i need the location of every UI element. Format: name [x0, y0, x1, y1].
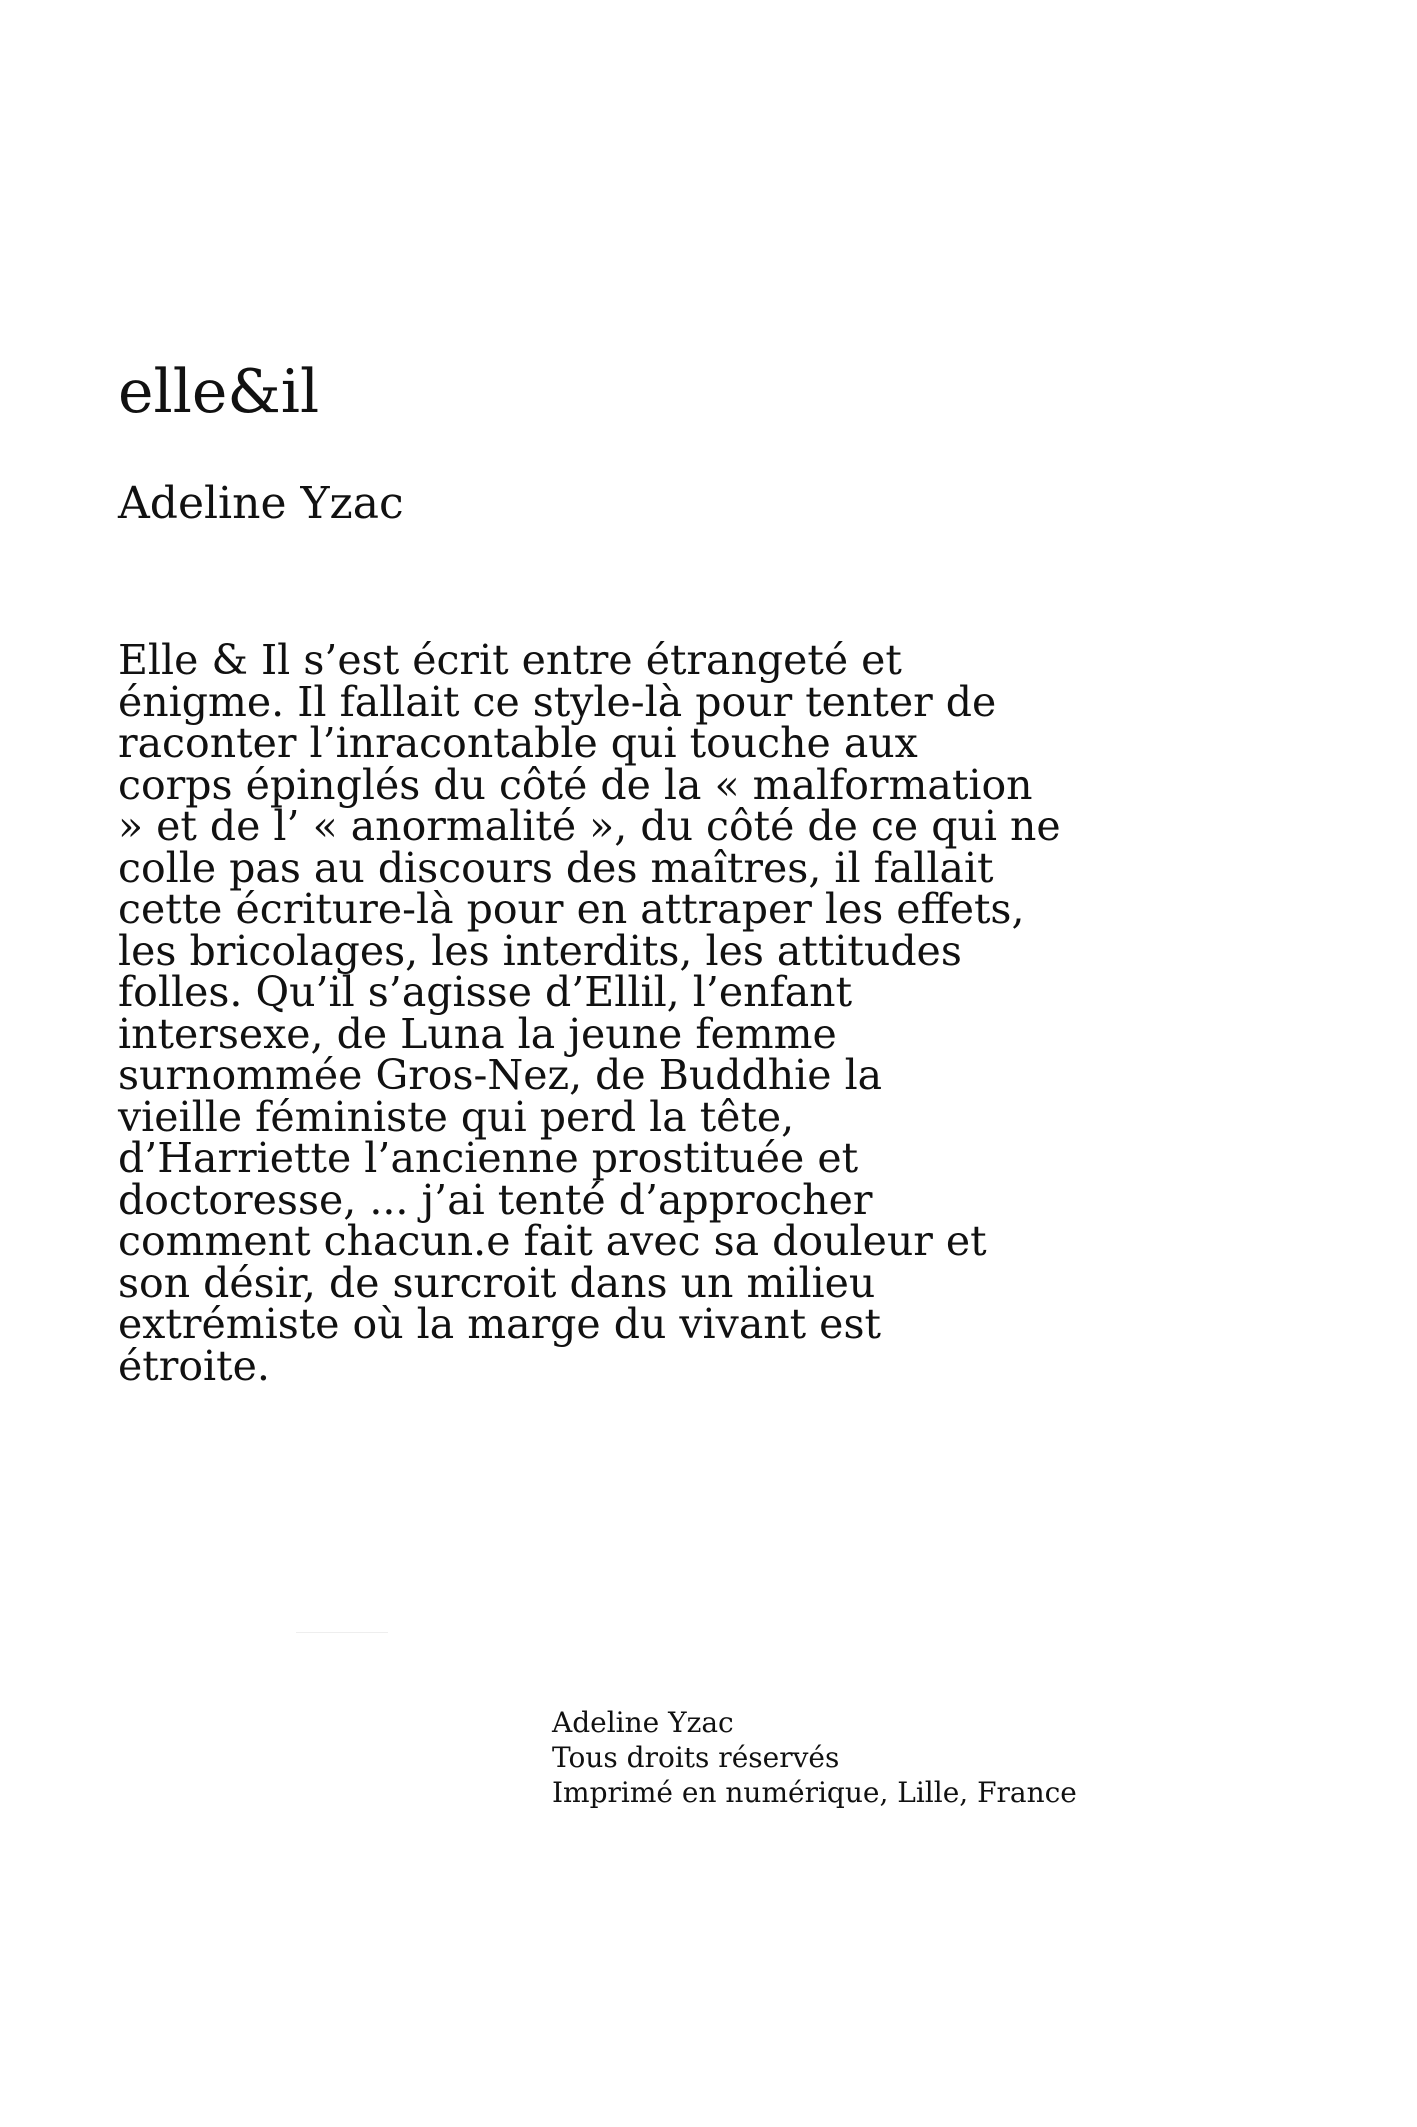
summary-line: folles. Qu’il s’agisse d’Ellil, l’enfant — [118, 968, 853, 1016]
summary-line: corps épinglés du côté de la « malformation — [118, 760, 1033, 809]
summary-line: extrémiste où la marge du vivant est — [118, 1300, 881, 1348]
summary-line: Elle & Il s’est écrit entre étrangeté et — [118, 636, 902, 684]
summary-line: » et de l’ « anormalité », du côté de ce qui ne — [118, 802, 1061, 850]
author-name: Adeline Yzac — [118, 478, 404, 529]
summary-line: intersexe, de Luna la jeune femme — [118, 1009, 837, 1058]
summary-line: énigme. Il fallait ce style-là pour tenter de — [118, 677, 997, 726]
summary-line: étroite. — [118, 1341, 270, 1390]
summary-line: surnommée Gros-Nez, de Buddhie la — [118, 1051, 883, 1099]
colophon-author: Adeline Yzac — [552, 1706, 734, 1739]
colophon-printing: Imprimé en numérique, Lille, France — [552, 1776, 1077, 1809]
divider — [296, 1632, 388, 1633]
colophon-rights: Tous droits réservés — [552, 1741, 840, 1774]
summary-line: doctoresse, ... j’ai tenté d’approcher — [118, 1175, 873, 1224]
summary-line: d’Harriette l’ancienne prostituée et — [118, 1134, 859, 1182]
summary-line: son désir, de surcroit dans un milieu — [118, 1258, 876, 1307]
summary-line: raconter l’inracontable qui touche aux — [118, 719, 918, 767]
summary-line: cette écriture-là pour en attraper les effets, — [118, 885, 1025, 933]
colophon — [552, 1705, 1252, 1810]
back-cover-summary — [118, 636, 1078, 1390]
summary-line: vieille féministe qui perd la tête, — [118, 1092, 795, 1141]
summary-line: les bricolages, les interdits, les attitudes — [118, 926, 962, 975]
book-title: elle&il — [118, 357, 320, 427]
summary-line: comment chacun.e fait avec sa douleur et — [118, 1217, 987, 1265]
summary-line: colle pas au discours des maîtres, il fallait — [118, 843, 994, 892]
